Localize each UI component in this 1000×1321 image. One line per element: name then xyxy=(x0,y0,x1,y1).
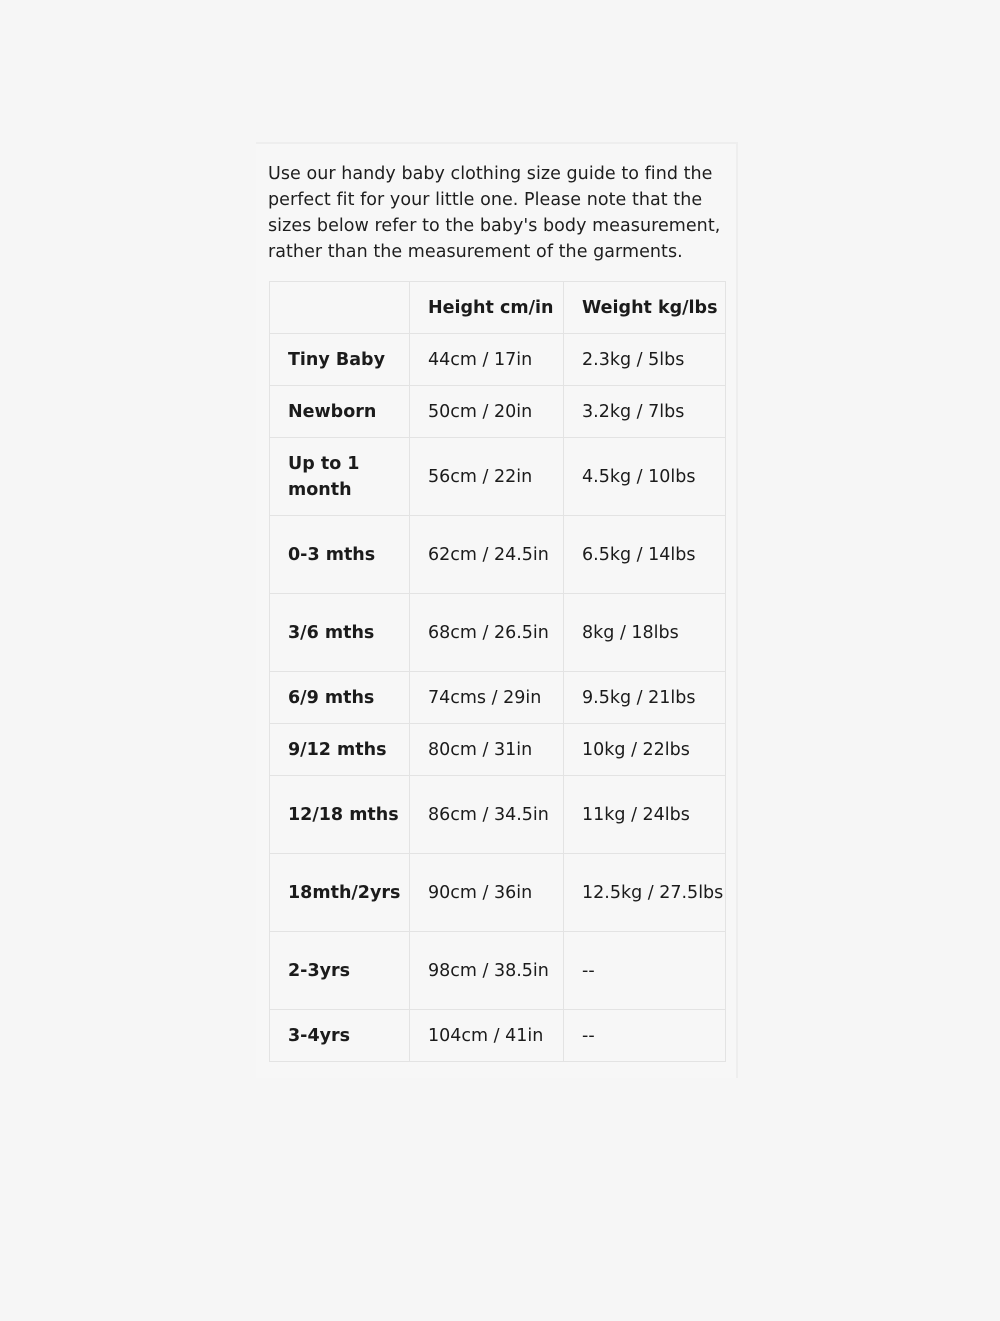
size-label: 0-3 mths xyxy=(270,516,410,594)
height-value: 68cm / 26.5in xyxy=(410,594,564,672)
weight-value: 11kg / 24lbs xyxy=(564,776,726,854)
weight-value: 3.2kg / 7lbs xyxy=(564,386,726,438)
weight-value: 6.5kg / 14lbs xyxy=(564,516,726,594)
table-header-row xyxy=(270,282,726,334)
size-label: Up to 1 month xyxy=(270,438,410,516)
height-value: 62cm / 24.5in xyxy=(410,516,564,594)
table-row xyxy=(270,594,726,672)
height-value: 98cm / 38.5in xyxy=(410,932,564,1010)
table-row xyxy=(270,334,726,386)
table-row xyxy=(270,438,726,516)
table-row xyxy=(270,672,726,724)
table-row xyxy=(270,1010,726,1062)
weight-value: 2.3kg / 5lbs xyxy=(564,334,726,386)
table-row xyxy=(270,724,726,776)
weight-value: 8kg / 18lbs xyxy=(564,594,726,672)
weight-value: -- xyxy=(564,1010,726,1062)
weight-value: 10kg / 22lbs xyxy=(564,724,726,776)
header-size xyxy=(270,282,410,334)
height-value: 50cm / 20in xyxy=(410,386,564,438)
weight-value: 9.5kg / 21lbs xyxy=(564,672,726,724)
size-label: 3/6 mths xyxy=(270,594,410,672)
height-value: 86cm / 34.5in xyxy=(410,776,564,854)
table-row xyxy=(270,516,726,594)
size-label: 3-4yrs xyxy=(270,1010,410,1062)
size-label: 12/18 mths xyxy=(270,776,410,854)
size-label: Newborn xyxy=(270,386,410,438)
height-value: 80cm / 31in xyxy=(410,724,564,776)
intro-text: Use our handy baby clothing size guide to find the perfect fit for your little one. Please note that the sizes below refer to the baby's body measurement, rather than the measurement of the garments. xyxy=(268,164,721,262)
weight-value: -- xyxy=(564,932,726,1010)
table-row xyxy=(270,932,726,1010)
table-row xyxy=(270,854,726,932)
weight-value: 12.5kg / 27.5lbs xyxy=(564,854,726,932)
height-value: 104cm / 41in xyxy=(410,1010,564,1062)
height-value: 90cm / 36in xyxy=(410,854,564,932)
header-height: Height cm/in xyxy=(410,282,564,334)
size-label: 2-3yrs xyxy=(270,932,410,1010)
size-label: 6/9 mths xyxy=(270,672,410,724)
size-table xyxy=(269,281,726,1062)
height-value: 44cm / 17in xyxy=(410,334,564,386)
size-label: 9/12 mths xyxy=(270,724,410,776)
weight-value: 4.5kg / 10lbs xyxy=(564,438,726,516)
table-row xyxy=(270,776,726,854)
header-weight: Weight kg/lbs xyxy=(564,282,726,334)
height-value: 74cms / 29in xyxy=(410,672,564,724)
height-value: 56cm / 22in xyxy=(410,438,564,516)
size-label: 18mth/2yrs xyxy=(270,854,410,932)
table-row xyxy=(270,386,726,438)
size-label: Tiny Baby xyxy=(270,334,410,386)
